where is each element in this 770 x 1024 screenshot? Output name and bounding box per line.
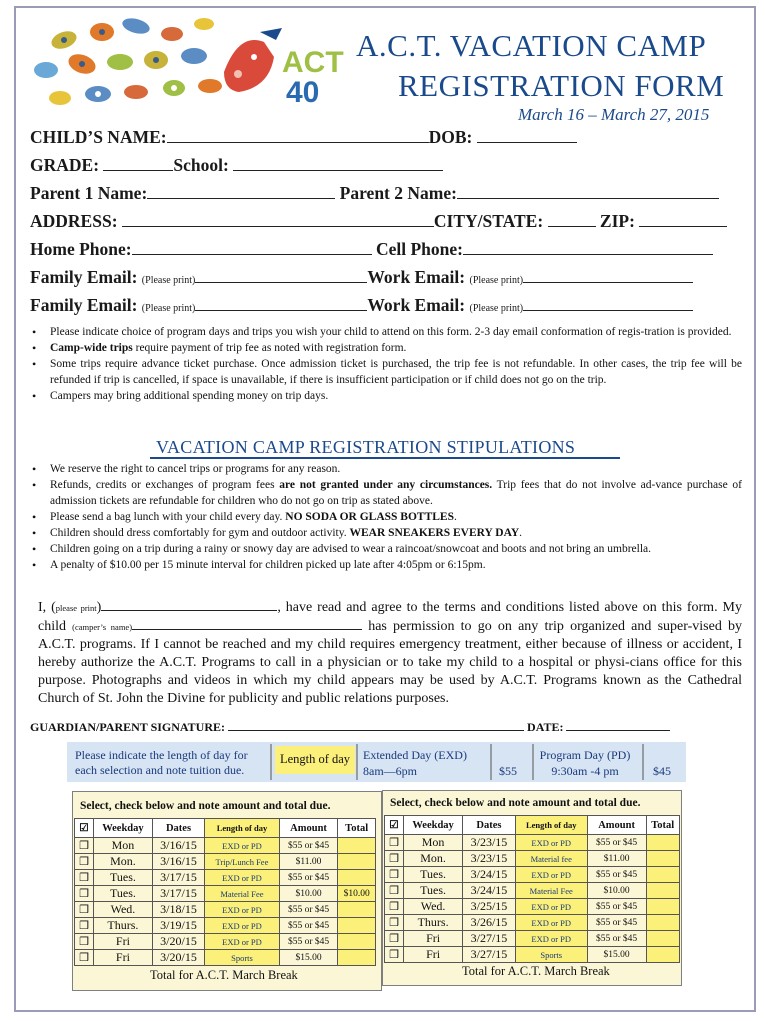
table-row (75, 918, 376, 934)
length-header: Length of day (515, 816, 587, 835)
phone-row (30, 239, 713, 260)
length-cell: Trip/Lunch Fee (205, 854, 280, 870)
length-cell: EXD or PD (205, 838, 280, 854)
total-cell[interactable] (338, 870, 376, 886)
cell-phone-field[interactable] (463, 240, 713, 255)
work-email-field[interactable] (523, 296, 693, 311)
please-print-note: (Please print) (141, 275, 196, 286)
list-item: • Some trips require advance ticket purchase. Once admission ticket is purchased, the trip fee is not refundable. In other cases, the trip fee will be refunded if trip is cancelled, if space is unavailable, if there is insufficient participation or if child does not go on the trip. (30, 356, 742, 388)
weekday-cell: Tues. (94, 886, 153, 902)
date-cell: 3/16/15 (152, 854, 204, 870)
act-40-logo (282, 46, 344, 109)
grade-label: GRADE: (30, 155, 100, 175)
weekday-cell: Fri (404, 931, 463, 947)
week2-total-label: Total for A.C.T. March Break (462, 964, 610, 978)
decorative-dots (34, 16, 222, 105)
amount-cell: $55 or $45 (279, 918, 338, 934)
address-label: ADDRESS: (30, 211, 118, 231)
list-item-text: Refunds, credits or exchanges of program fees (50, 479, 280, 491)
email-row-1 (30, 267, 693, 288)
family-email-label: Family Email: (30, 267, 138, 287)
checkbox-icon[interactable]: ❒ (385, 867, 404, 883)
week2-instruction: Select, check below and note amount and total due. (390, 797, 641, 809)
date-cell: 3/24/15 (463, 883, 516, 899)
list-item-text: . (454, 511, 457, 523)
checkbox-icon[interactable]: ❒ (75, 918, 94, 934)
form-title-line2: REGISTRATION FORM (398, 68, 725, 103)
date-cell: 3/27/15 (463, 931, 516, 947)
address-field[interactable] (122, 212, 434, 227)
amount-cell: $55 or $45 (587, 835, 646, 851)
length-cell: EXD or PD (205, 934, 280, 950)
length-cell: Material Fee (205, 886, 280, 902)
date-cell: 3/17/15 (152, 886, 204, 902)
date-cell: 3/17/15 (152, 870, 204, 886)
total-cell[interactable] (338, 854, 376, 870)
home-phone-label: Home Phone: (30, 239, 132, 259)
checkbox-icon[interactable]: ❒ (75, 902, 94, 918)
list-item (30, 477, 742, 509)
date-cell: 3/23/15 (463, 851, 516, 867)
check-header-icon: ☑ (385, 816, 404, 835)
length-cell: EXD or PD (205, 918, 280, 934)
table-header-row (75, 819, 376, 838)
school-label: School: (173, 155, 229, 175)
city-state-label: CITY/STATE: (433, 211, 544, 231)
zip-field[interactable] (639, 212, 727, 227)
program-day-price: $45 (653, 764, 671, 778)
weekday-cell: Fri (94, 950, 153, 966)
parent1-label: Parent 1 Name: (30, 183, 148, 203)
program-day-label: Program Day (PD) (539, 748, 631, 762)
amount-cell: $55 or $45 (279, 838, 338, 854)
total-cell[interactable] (646, 915, 679, 931)
amount-cell: $55 or $45 (587, 867, 646, 883)
parent1-field[interactable] (147, 184, 335, 199)
weekday-header: Weekday (94, 819, 153, 838)
total-cell[interactable] (646, 851, 679, 867)
total-cell[interactable] (646, 899, 679, 915)
date-field[interactable] (566, 719, 670, 731)
child-name-label: CHILD’S NAME: (30, 127, 167, 147)
list-item-text: Please send a bag lunch with your child every day. (50, 511, 286, 523)
parent-row (30, 183, 719, 204)
total-cell[interactable] (338, 918, 376, 934)
total-cell[interactable] (646, 947, 679, 963)
signature-field[interactable] (228, 719, 524, 731)
amount-cell: $55 or $45 (279, 902, 338, 918)
weekday-cell: Mon. (404, 851, 463, 867)
amount-cell: $11.00 (587, 851, 646, 867)
checkbox-icon[interactable]: ❒ (385, 915, 404, 931)
length-cell: EXD or PD (205, 902, 280, 918)
table-row (385, 883, 680, 899)
school-field[interactable] (233, 156, 443, 171)
weekday-cell: Mon. (94, 854, 153, 870)
list-item: • A penalty of $10.00 per 15 minute interval for children picked up late after 4:05pm or 6:15pm. (30, 557, 742, 573)
signature-label: GUARDIAN/PARENT SIGNATURE: (30, 720, 226, 734)
dob-label: DOB: (428, 127, 473, 147)
total-cell[interactable] (338, 902, 376, 918)
checkbox-icon[interactable]: ❒ (385, 899, 404, 915)
amount-cell: $55 or $45 (587, 899, 646, 915)
amount-cell: $15.00 (279, 950, 338, 966)
extended-day-label: Extended Day (EXD) (363, 748, 467, 762)
length-cell: Sports (205, 950, 280, 966)
amount-cell: $10.00 (279, 886, 338, 902)
date-cell: 3/20/15 (152, 934, 204, 950)
weekday-cell: Tues. (404, 883, 463, 899)
list-item (30, 509, 742, 525)
table-row (75, 902, 376, 918)
checkbox-icon[interactable]: ❒ (75, 870, 94, 886)
family-email-field[interactable] (195, 268, 367, 283)
list-item-emphasis: WEAR SNEAKERS EVERY DAY (349, 527, 520, 539)
svg-text:ACT: ACT (282, 46, 344, 79)
length-header: Length of day (205, 819, 280, 838)
dates-header: Dates (463, 816, 516, 835)
table-row (385, 867, 680, 883)
length-cell: Material fee (515, 851, 587, 867)
week1-instruction: Select, check below and note amount and total due. (80, 800, 331, 812)
agreement-text: ) (96, 600, 102, 615)
checkbox-icon[interactable]: ❒ (385, 835, 404, 851)
weekday-cell: Mon (404, 835, 463, 851)
total-cell[interactable] (338, 838, 376, 854)
total-cell[interactable] (646, 867, 679, 883)
home-phone-field[interactable] (132, 240, 372, 255)
length-cell: EXD or PD (205, 870, 280, 886)
total-cell[interactable] (646, 835, 679, 851)
date-cell: 3/18/15 (152, 902, 204, 918)
list-item-text: Trip fees that do not involve ad-vance purchase of admission tickets are refundable for children who do not go on trip as stated above. (50, 479, 742, 507)
please-print-note: please print (55, 603, 97, 613)
email-row-2 (30, 295, 693, 316)
amount-cell: $55 or $45 (587, 915, 646, 931)
total-header: Total (646, 816, 679, 835)
total-cell[interactable] (646, 883, 679, 899)
table-row (75, 838, 376, 854)
list-item-emphasis: NO SODA OR GLASS BOTTLES (285, 511, 454, 523)
agreement-text: has permission to go on any trip organized and super-vised by A.C.T. programs. If I cannot be reached and my child requires emergency treatment, either because of illness or accident, I hereby authorize the A.C.T. Programs to call in a physician or to take my child to a hospital or physi-cians office for this purpose. Photographs and videos in which my child appears may be used by A.C.T. Programs known as the Cathedral Church of St. John the Divine for publicity and public relations purposes. (38, 619, 742, 706)
amount-cell: $10.00 (587, 883, 646, 899)
list-item: • We reserve the right to cancel trips or programs for any reason. (30, 461, 742, 477)
date-cell: 3/23/15 (463, 835, 516, 851)
total-cell[interactable] (338, 934, 376, 950)
total-cell[interactable] (646, 931, 679, 947)
svg-text:40: 40 (286, 76, 320, 109)
tuition-instruction: Please indicate the length of day for each selection and note tuition due. (75, 748, 248, 777)
please-print-note: (Please print) (469, 275, 524, 286)
week2-table (384, 815, 680, 963)
grade-row (30, 155, 443, 176)
bird-icon (224, 28, 282, 92)
amount-header: Amount (587, 816, 646, 835)
amount-cell: $11.00 (279, 854, 338, 870)
amount-cell: $15.00 (587, 947, 646, 963)
length-cell: EXD or PD (515, 867, 587, 883)
agreement-paragraph (38, 598, 742, 708)
grade-field[interactable] (103, 156, 173, 171)
checkbox-icon[interactable]: ❒ (75, 854, 94, 870)
agreement-text: My child (38, 600, 742, 634)
header-artwork (24, 12, 354, 122)
table-row (385, 931, 680, 947)
dob-field[interactable] (477, 128, 577, 143)
weekday-cell: Mon (94, 838, 153, 854)
date-cell: 3/26/15 (463, 915, 516, 931)
checkbox-icon[interactable]: ❒ (75, 886, 94, 902)
child-name-row (30, 127, 577, 148)
weekday-cell: Thurs. (94, 918, 153, 934)
length-cell: EXD or PD (515, 915, 587, 931)
list-item (30, 340, 742, 356)
program-day-hours: 9:30am -4 pm (551, 764, 619, 778)
amount-cell: $55 or $45 (587, 931, 646, 947)
checkbox-icon[interactable]: ❒ (75, 934, 94, 950)
cell-phone-label: Cell Phone: (375, 239, 463, 259)
list-item-text: Children should dress comfortably for gym and outdoor activity. (50, 527, 350, 539)
please-print-note: (Please print) (141, 303, 196, 314)
family-email-label: Family Email: (30, 295, 138, 315)
dates-header: Dates (152, 819, 204, 838)
weekday-cell: Tues. (94, 870, 153, 886)
table-row (385, 947, 680, 963)
family-email-field[interactable] (195, 296, 367, 311)
weekday-cell: Wed. (404, 899, 463, 915)
weekday-cell: Tues. (404, 867, 463, 883)
extended-day-hours: 8am—6pm (363, 764, 417, 778)
total-cell[interactable] (338, 950, 376, 966)
campers-name-note: (camper’s name) (72, 622, 133, 632)
length-cell: EXD or PD (515, 835, 587, 851)
checkbox-icon[interactable]: ❒ (385, 931, 404, 947)
checkbox-icon[interactable]: ❒ (385, 947, 404, 963)
checkbox-icon[interactable]: ❒ (75, 950, 94, 966)
length-cell: Material Fee (515, 883, 587, 899)
date-cell: 3/27/15 (463, 947, 516, 963)
parent2-label: Parent 2 Name: (339, 183, 457, 203)
table-row (75, 950, 376, 966)
stipulations-list (30, 461, 742, 573)
camp-dates: March 16 – March 27, 2015 (518, 105, 710, 124)
list-item: • Campers may bring additional spending money on trip days. (30, 388, 742, 404)
address-row (30, 211, 727, 232)
banner-dividers (67, 742, 686, 782)
table-row (385, 851, 680, 867)
checkbox-icon[interactable]: ❒ (75, 838, 94, 854)
check-header-icon: ☑ (75, 819, 94, 838)
date-label: DATE: (527, 720, 564, 734)
camp-wide-trips-label: Camp-wide trips (50, 342, 133, 354)
weekday-cell: Fri (94, 934, 153, 950)
week1-table (74, 818, 376, 966)
checkbox-icon[interactable]: ❒ (385, 851, 404, 867)
list-item-text: require payment of trip fee as noted with registration form. (135, 342, 407, 354)
table-header-row (385, 816, 680, 835)
table-row (385, 899, 680, 915)
table-row (75, 934, 376, 950)
list-item: • Please indicate choice of program days and trips you wish your child to attend on this form. 2-3 day email conformation of regis-tration is provided. (30, 324, 742, 340)
please-print-note: (Please print) (469, 303, 524, 314)
agreement-text: , have read and agree to the terms and conditions listed above on this form. (277, 600, 718, 615)
camper-name-field[interactable] (132, 617, 362, 630)
parent2-field[interactable] (457, 184, 719, 199)
parent-name-field[interactable] (101, 598, 277, 611)
tuition-banner (67, 742, 686, 782)
weekday-header: Weekday (404, 816, 463, 835)
table-row (385, 835, 680, 851)
amount-cell: $55 or $45 (279, 934, 338, 950)
week1-total-label: Total for A.C.T. March Break (150, 968, 298, 982)
list-item-emphasis: are not granted under any circumstances. (279, 479, 493, 491)
work-email-field[interactable] (523, 268, 693, 283)
length-cell: Sports (515, 947, 587, 963)
amount-cell: $55 or $45 (279, 870, 338, 886)
amount-header: Amount (279, 819, 338, 838)
form-title-line1: A.C.T. VACATION CAMP (356, 28, 707, 63)
signature-row (30, 719, 670, 735)
date-cell: 3/20/15 (152, 950, 204, 966)
length-cell: EXD or PD (515, 899, 587, 915)
length-cell: EXD or PD (515, 931, 587, 947)
city-state-field[interactable] (548, 212, 596, 227)
table-row (75, 854, 376, 870)
checkbox-icon[interactable]: ❒ (385, 883, 404, 899)
total-cell[interactable]: $10.00 (338, 886, 376, 902)
date-cell: 3/19/15 (152, 918, 204, 934)
table-row (385, 915, 680, 931)
date-cell: 3/24/15 (463, 867, 516, 883)
list-item-text: . (519, 527, 523, 539)
stipulations-heading: VACATION CAMP REGISTRATION STIPULATIONS (156, 437, 576, 457)
zip-label: ZIP: (599, 211, 635, 231)
work-email-label: Work Email: (367, 295, 466, 315)
table-row (75, 886, 376, 902)
extended-day-price: $55 (499, 764, 517, 778)
list-item (30, 525, 742, 541)
weekday-cell: Fri (404, 947, 463, 963)
list-item: • Children going on a trip during a rainy or snowy day are advised to wear a raincoat/snowcoat and boots and not bring an umbrella. (30, 541, 742, 557)
table-row (75, 870, 376, 886)
agreement-text: I, ( (38, 600, 56, 615)
weekday-cell: Thurs. (404, 915, 463, 931)
total-header: Total (338, 819, 376, 838)
child-name-field[interactable] (167, 128, 429, 143)
work-email-label: Work Email: (367, 267, 466, 287)
date-cell: 3/16/15 (152, 838, 204, 854)
program-notes (30, 324, 742, 404)
weekday-cell: Wed. (94, 902, 153, 918)
date-cell: 3/25/15 (463, 899, 516, 915)
length-of-day-label: Length of day (275, 746, 355, 774)
